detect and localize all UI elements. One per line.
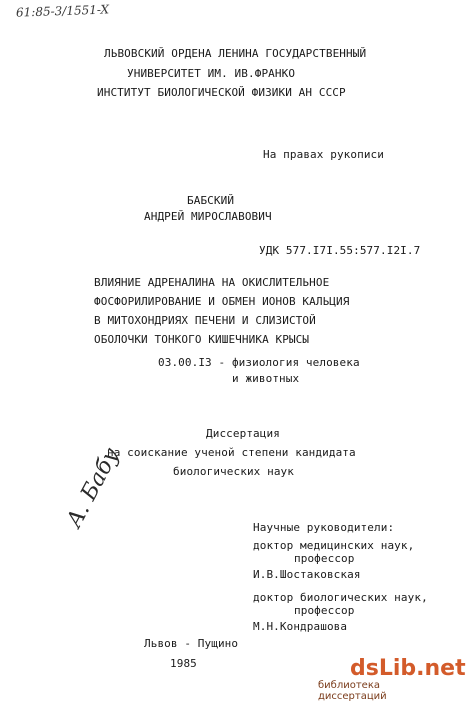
watermark-logo	[350, 656, 466, 681]
supervisor-1-name: И.В.Шостаковская	[253, 568, 361, 581]
title-line-3: В МИТОХОНДРИЯХ ПЕЧЕНИ И СЛИЗИСТОЙ	[94, 314, 316, 327]
author-name: АНДРЕЙ МИРОСЛАВОВИЧ	[144, 210, 272, 223]
supervisor-1-rank: профессор	[294, 552, 355, 565]
handwritten-signature: А. Бабу	[62, 443, 125, 532]
footer-year: 1985	[170, 657, 197, 670]
supervisor-1-title: доктор медицинских наук,	[253, 539, 415, 552]
title-line-2: ФОСФОРИЛИРОВАНИЕ И ОБМЕН ИОНОВ КАЛЬЦИЯ	[94, 295, 350, 308]
dissertation-line-3: биологических наук	[173, 465, 295, 478]
supervisor-2-title: доктор биологических наук,	[253, 591, 428, 604]
title-line-4: ОБОЛОЧКИ ТОНКОГО КИШЕЧНИКА КРЫСЫ	[94, 333, 310, 346]
header-line-3: ИНСТИТУТ БИОЛОГИЧЕСКОЙ ФИЗИКИ АН СССР	[97, 86, 346, 99]
specialty-line-1: 03.00.I3 - физиология человека	[158, 356, 360, 369]
dissertation-line-2: на соискание ученой степени кандидата	[107, 446, 356, 459]
dissertation-line-1: Диссертация	[206, 427, 280, 440]
supervisors-heading: Научные руководители:	[253, 521, 395, 534]
udk-code: УДК 577.I7I.55:577.I2I.7	[259, 244, 421, 257]
watermark-logo-text: dsLib.net	[350, 656, 466, 681]
specialty-line-2: и животных	[232, 372, 300, 385]
author-surname: БАБСКИЙ	[187, 194, 235, 207]
title-line-1: ВЛИЯНИЕ АДРЕНАЛИНА НА ОКИСЛИТЕЛЬНОЕ	[94, 276, 330, 289]
header-line-2: УНИВЕРСИТЕТ ИМ. ИВ.ФРАНКО	[127, 67, 296, 80]
supervisor-2-rank: профессор	[294, 604, 355, 617]
rights-note: На правах рукописи	[263, 148, 385, 161]
handwritten-catalog-number: 61:85-3/1551-X	[15, 2, 110, 20]
header-line-1: ЛЬВОВСКИЙ ОРДЕНА ЛЕНИНА ГОСУДАРСТВЕННЫЙ	[104, 47, 367, 60]
footer-city: Львов - Пущино	[144, 637, 239, 650]
supervisor-2-name: М.Н.Кондрашова	[253, 620, 348, 633]
watermark-subtitle: библиотека диссертаций	[318, 680, 387, 702]
